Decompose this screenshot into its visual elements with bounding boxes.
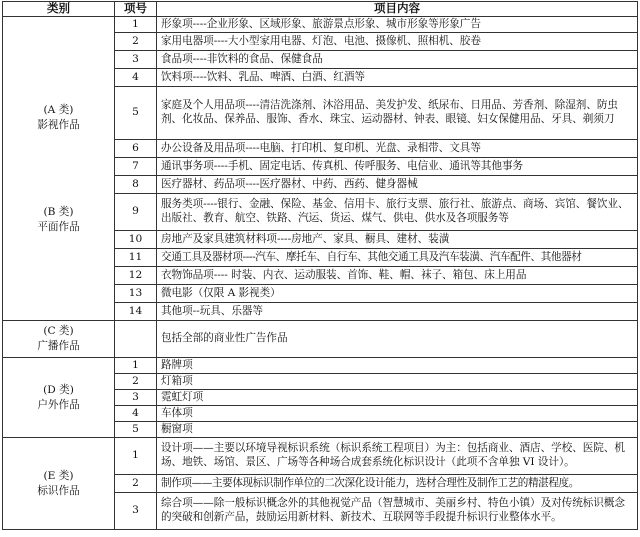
- item-number: 7: [115, 158, 157, 176]
- category-c-label: 广播作品: [37, 340, 80, 352]
- item-content: 食品项----非饮料的食品、保健食品: [157, 51, 638, 69]
- category-e-label: 标识作品: [37, 484, 80, 497]
- item-number: 1: [115, 358, 157, 374]
- item-content: 路牌项: [157, 358, 638, 374]
- item-content: 家用电器项----大小型家用电器、灯泡、电池、摄像机、照相机、胶卷: [157, 33, 638, 51]
- item-number: 2: [115, 374, 157, 390]
- item-number: 4: [115, 69, 157, 87]
- category-d-code: (D 类): [43, 383, 74, 396]
- item-number: 3: [115, 493, 157, 530]
- header-category: 类别: [3, 2, 115, 17]
- item-number: 4: [115, 406, 157, 422]
- table-row: [3, 17, 638, 33]
- item-number: 5: [115, 422, 157, 438]
- header-number: 项号: [115, 2, 157, 17]
- item-number: 11: [115, 249, 157, 267]
- item-number: 9: [115, 194, 157, 231]
- category-d-label: 户外作品: [37, 398, 80, 411]
- item-number: 10: [115, 231, 157, 249]
- item-content: 饮料项----饮料、乳品、啤酒、白酒、红酒等: [157, 69, 638, 87]
- category-b-code: (B 类): [43, 205, 74, 218]
- table-row: [3, 438, 638, 475]
- item-number: 13: [115, 285, 157, 303]
- item-content: 其他项--玩具、乐器等: [157, 303, 638, 321]
- item-number: 3: [115, 390, 157, 406]
- category-a-label: 影视作品: [37, 118, 80, 131]
- category-d-cell: [3, 358, 115, 438]
- category-e-code: (E 类): [43, 469, 74, 482]
- item-content: 形象项----企业形象、区域形象、旅游景点形象、城市形象等形象广告: [157, 17, 638, 33]
- item-number: 14: [115, 303, 157, 321]
- item-content: 房地产及家具建筑材料项----房地产、家具、橱具、建材、装潢: [157, 231, 638, 249]
- category-a-code: (A 类): [43, 103, 74, 116]
- item-number: 1: [115, 438, 157, 475]
- item-content: 综合项——除一般标识概念外的其他视觉产品（智慧城市、美丽乡村、特色小镇）及对传统标识概念的突破和创新产品，鼓励运用新材料、新技术、互联网等手段提升标识行业整体水平。: [157, 493, 638, 530]
- header-content: 项目内容: [157, 2, 638, 17]
- category-c-content: 包括全部的商业性广告作品: [157, 321, 638, 358]
- table-row: [3, 358, 638, 374]
- item-number: 6: [115, 140, 157, 158]
- item-content: 办公设备及用品项----电脑、打印机、复印机、光盘、录相带、文具等: [157, 140, 638, 158]
- category-e-cell: [3, 438, 115, 530]
- item-content: 车体项: [157, 406, 638, 422]
- category-table: [2, 1, 638, 530]
- item-number: 2: [115, 33, 157, 51]
- item-content: 橱窗项: [157, 422, 638, 438]
- item-content: 设计项——主要以环境导视标识系统（标识系统工程项目）为主：包括商业、酒店、学校、医院、机场、地铁、场馆、景区、广场等各种场合成套系统化标识设计（此项不含单独 VI 设计）。: [157, 438, 638, 475]
- category-c-code: (C 类): [43, 325, 74, 337]
- item-content: 服务类项----银行、金融、保险、基金、信用卡、旅行支票、旅行社、旅游点、商场、宾馆、餐饮业、出版社、教育、航空、铁路、汽运、货运、煤气、供电、供水及各项服务等: [157, 194, 638, 231]
- header-row: [3, 2, 638, 17]
- item-number: 3: [115, 51, 157, 69]
- item-number: 12: [115, 267, 157, 285]
- item-number: 5: [115, 87, 157, 140]
- item-content: 家庭及个人用品项----清洁洗涤剂、沐浴用品、美发护发、纸尿布、日用品、芳香剂、除湿剂、防虫剂、化妆品、保养品、服饰、香水、珠宝、运动器材、钟表、眼镜、妇女保健用品、牙具、剃须刀: [157, 87, 638, 140]
- item-number: 1: [115, 17, 157, 33]
- category-b-label: 平面作品: [37, 220, 80, 233]
- item-content: 交通工具及器材项----汽车、摩托车、自行车、其他交通工具及汽车装潢、汽车配件、其他器材: [157, 249, 638, 267]
- item-number: 8: [115, 176, 157, 194]
- table-row-c: [3, 321, 638, 358]
- item-content: 制作项——主要体现标识制作单位的二次深化设计能力，选材合理性及制作工艺的精湛程度。: [157, 475, 638, 493]
- item-content: 衣物饰品项---- 时装、内衣、运动服装、首饰、鞋、帽、袜子、箱包、床上用品: [157, 267, 638, 285]
- item-number: 2: [115, 475, 157, 493]
- category-c-cell: [3, 321, 115, 358]
- item-content: 霓虹灯项: [157, 390, 638, 406]
- category-ab-cell: [3, 17, 115, 321]
- item-content: 灯箱项: [157, 374, 638, 390]
- item-content: 通讯事务项----手机、固定电话、传真机、传呼服务、电信业、通讯等其他事务: [157, 158, 638, 176]
- item-content: 微电影（仅限 A 影视类）: [157, 285, 638, 303]
- item-content: 医疗器材、药品项----医疗器材、中药、西药、健身器械: [157, 176, 638, 194]
